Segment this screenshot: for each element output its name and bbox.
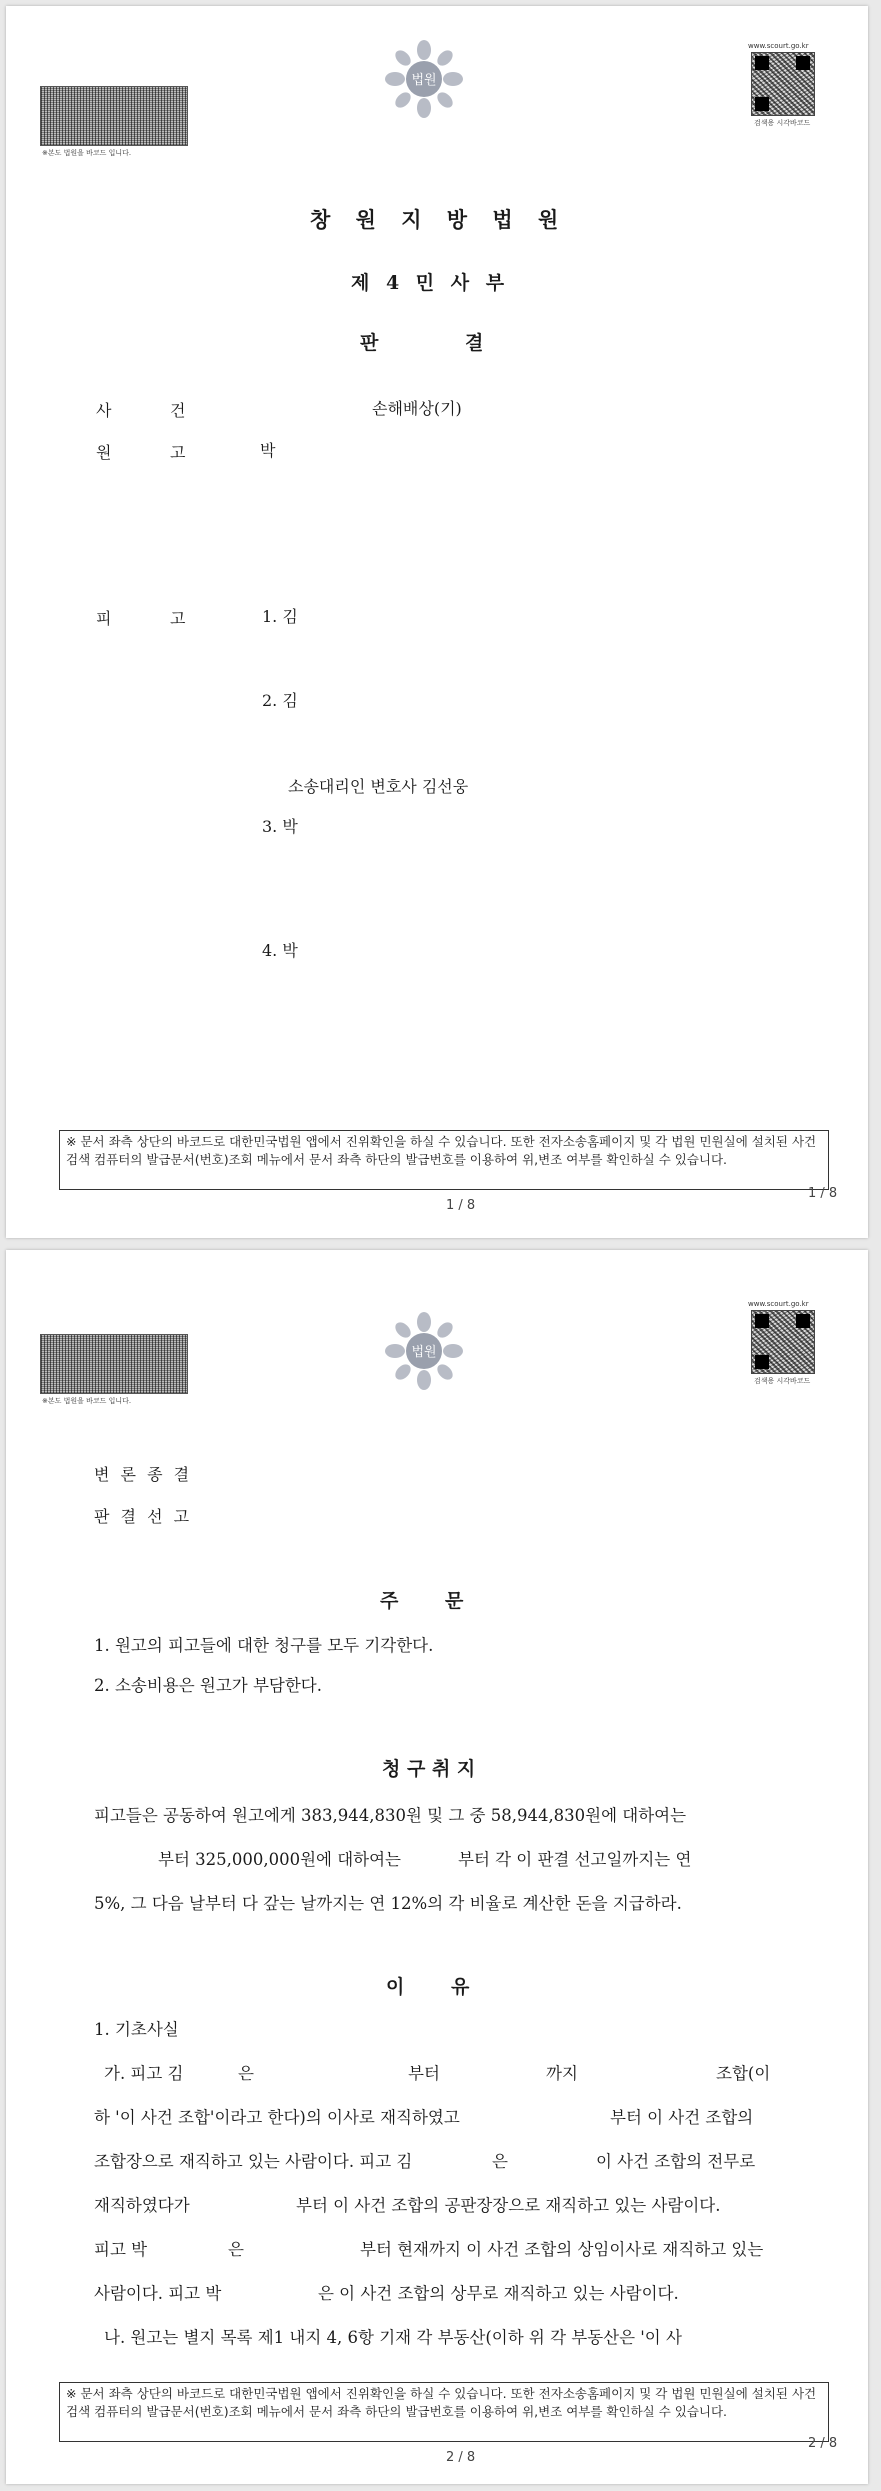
plaintiff-label-1: 원 [96,443,112,462]
claim-line-2b: 부터 각 이 판결 선고일까지는 연 [458,1850,692,1869]
para-a-line5-seg3: 부터 현재까지 이 사건 조합의 상임이사로 재직하고 있는 [360,2240,764,2259]
plaintiff-name: 박 [260,441,276,460]
hearing-closed-label: 변 론 종 결 [94,1465,193,1484]
barcode-image [40,86,188,146]
court-seal-icon [383,38,465,120]
defendant-3: 3. 박 [262,817,298,836]
defendant-4: 4. 박 [262,941,298,960]
reason-heading: 이 유 [386,1976,470,1998]
verification-notice: ※ 문서 좌측 상단의 바코드로 대한민국법원 앱에서 진위확인을 하실 수 있습니다. 또한 전자소송홈페이지 및 각 법원 민원실에 설치된 사건검색 컴퓨터의 발급문서(번호)조회 메뉴에서 문서 좌측 하단의 발급번호를 이용하여 위,변조 여부를 확인하실 수 있습니다. [59,1130,829,1190]
para-a-line1-seg5: 조합(이 [716,2064,771,2083]
para-a-line1-seg1: 가. 피고 김 [104,2064,184,2083]
para-a-line4-seg1: 재직하였다가 [94,2196,190,2215]
defendant-1: 1. 김 [262,607,298,626]
court-seal-icon [383,1310,465,1392]
claim-line-3: 5%, 그 다음 날부터 다 갚는 날까지는 연 12%의 각 비율로 계산한 돈을 지급하라. [94,1894,682,1913]
para-a-line1-seg4: 까지 [546,2064,578,2083]
qr-caption: 검색용 시각바코드 [754,119,811,127]
claim-line-2a: 부터 325,000,000원에 대하여는 [158,1850,401,1869]
para-a-line6-seg2: 은 이 사건 조합의 상무로 재직하고 있는 사람이다. [318,2284,679,2303]
order-item-2: 2. 소송비용은 원고가 부담한다. [94,1676,322,1695]
verification-notice: ※ 문서 좌측 상단의 바코드로 대한민국법원 앱에서 진위확인을 하실 수 있습니다. 또한 전자소송홈페이지 및 각 법원 민원실에 설치된 사건검색 컴퓨터의 발급문서(번호)조회 메뉴에서 문서 좌측 하단의 발급번호를 이용하여 위,변조 여부를 확인하실 수 있습니다. [59,2382,829,2442]
para-a-line3-seg2: 은 [492,2152,508,2171]
page-number-center: 2 / 8 [446,2450,476,2465]
defendant-label-1: 피 [96,609,112,628]
division-name: 제 4 민 사 부 [351,272,510,294]
page-number-right: 2 / 8 [808,2436,838,2451]
para-a-line3-seg1: 조합장으로 재직하고 있는 사람이다. 피고 김 [94,2152,413,2171]
para-a-line1-seg2: 은 [238,2064,254,2083]
qr-caption: 검색용 시각바코드 [754,1377,811,1385]
defendant-label-2: 고 [170,609,186,628]
attorney-line: 소송대리인 변호사 김선웅 [288,777,469,796]
claim-heading: 청 구 취 지 [382,1758,476,1780]
barcode-caption: ※본도 법원을 바코드 입니다. [42,1397,132,1405]
qr-code-image [751,52,815,116]
claim-line-1: 피고들은 공동하여 원고에게 383,944,830원 및 그 중 58,944,830원에 대하여는 [94,1806,687,1825]
qr-url: www.scourt.go.kr [748,42,809,50]
para-a-line2-seg2: 부터 이 사건 조합의 [610,2108,754,2127]
para-a-line3-seg3: 이 사건 조합의 전무로 [596,2152,756,2171]
para-a-line5-seg2: 은 [228,2240,244,2259]
para-a-line6-seg1: 사람이다. 피고 박 [94,2284,222,2303]
case-label-1: 사 [96,401,112,420]
document-page-1 [6,6,868,1238]
page-number-center: 1 / 8 [446,1198,476,1213]
court-name: 창 원 지 방 법 원 [310,207,568,232]
qr-code-image [751,1310,815,1374]
para-a-line2-seg1: 하 '이 사건 조합'이라고 한다)의 이사로 재직하였고 [94,2108,460,2127]
svg-text:법원: 법원 [411,73,437,88]
svg-text:법원: 법원 [411,1345,437,1360]
para-a-line4-seg2: 부터 이 사건 조합의 공판장장으로 재직하고 있는 사람이다. [296,2196,721,2215]
order-heading: 주 문 [380,1590,464,1612]
para-a-line1-seg3: 부터 [408,2064,440,2083]
document-type: 판 결 [360,332,489,354]
defendant-2: 2. 김 [262,691,298,710]
para-a-line5-seg1: 피고 박 [94,2240,148,2259]
basic-facts-heading: 1. 기초사실 [94,2020,179,2039]
para-b-line1: 나. 원고는 별지 목록 제1 내지 4, 6항 기재 각 부동산(이하 위 각 부동산은 '이 사 [104,2328,682,2347]
case-value: 손해배상(기) [372,399,462,418]
barcode-image [40,1334,188,1394]
qr-url: www.scourt.go.kr [748,1300,809,1308]
document-page-2 [6,1250,868,2484]
case-label-2: 건 [170,401,186,420]
order-item-1: 1. 원고의 피고들에 대한 청구를 모두 기각한다. [94,1636,434,1655]
barcode-caption: ※본도 법원을 바코드 입니다. [42,149,132,157]
page-number-right: 1 / 8 [808,1186,838,1201]
plaintiff-label-2: 고 [170,443,186,462]
judgment-date-label: 판 결 선 고 [94,1507,193,1526]
